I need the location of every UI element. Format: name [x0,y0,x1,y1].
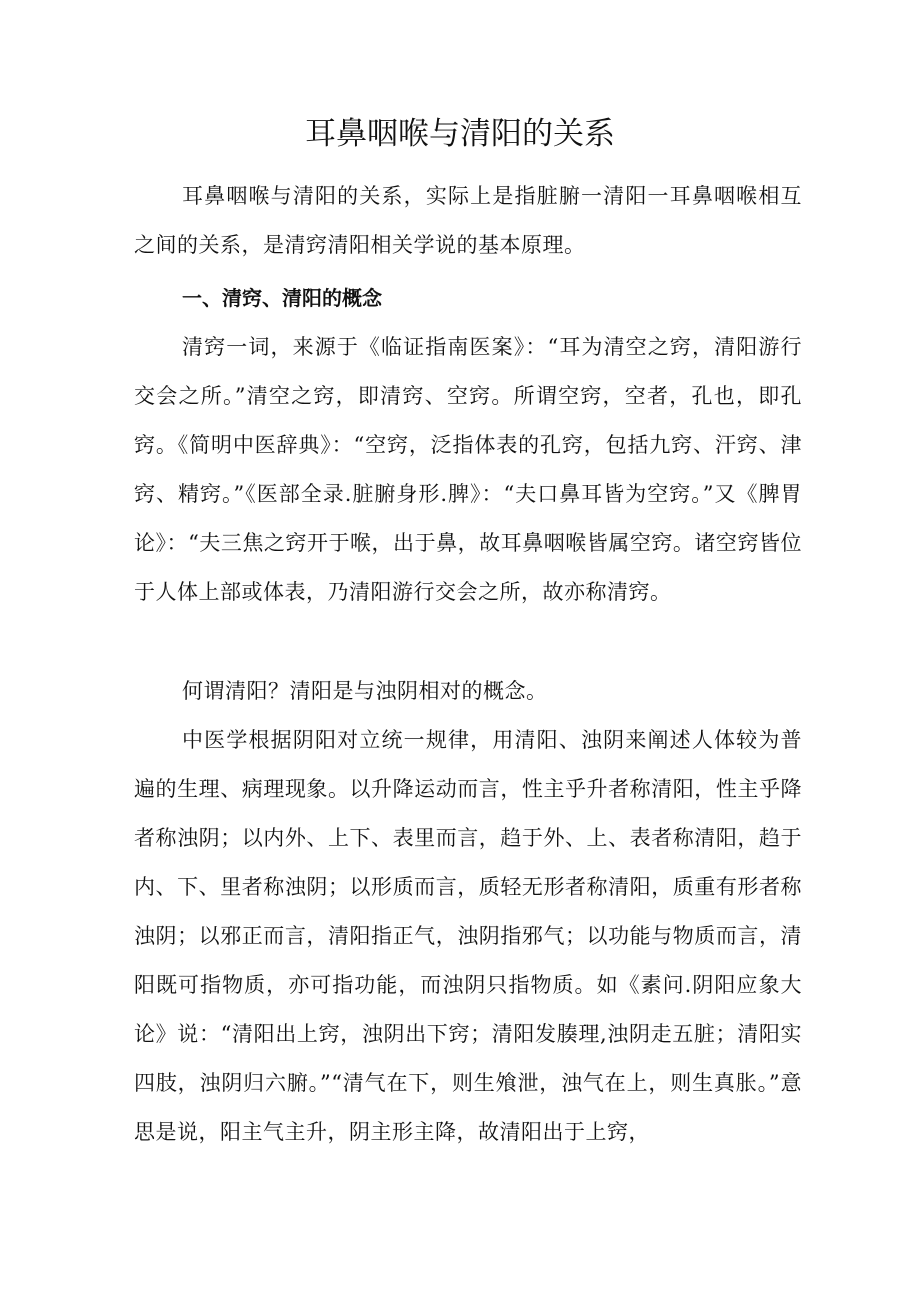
qingqiao-paragraph: 清窍一词，来源于《临证指南医案》：“耳为清空之窍，清阳游行交会之所。”清空之窍，即清窍、空窍。所谓空窍，空者，孔也，即孔窍。《简明中医辞典》：“空窍，泛指体表的孔窍，包括九窍、汗窍、津窍、精窍。”《医部全录.脏腑身形.脾》：“夫口鼻耳皆为空窍。”又《脾胃论》：“夫三焦之窍开于喉，出于鼻，故耳鼻咽喉皆属空窍。诸空窍皆位于人体上部或体表，乃清阳游行交会之所，故亦称清窍。 [134,335,802,604]
yinyang-paragraph: 中医学根据阴阳对立统一规律，用清阳、浊阴来阐述人体较为普遍的生理、病理现象。以升降运动而言，性主乎升者称清阳，性主乎降者称浊阴；以内外、上下、表里而言，趋于外、上、表者称清阳，趋于内、下、里者称浊阴；以形质而言，质轻无形者称清阳，质重有形者称浊阴；以邪正而言，清阳指正气，浊阴指邪气；以功能与物质而言，清阳既可指物质，亦可指功能，而浊阴只指物质。如《素问.阴阳应象大论》说：“清阳出上窍，浊阴出下窍；清阳发腠理,浊阴走五脏；清阳实四肢，浊阴归六腑。”“清气在下，则生飧泄，浊气在上，则生真胀。”意思是说，阳主气主升，阴主形主降，故清阳出于上窍， [134,728,802,1144]
section-heading: 一、清窍、清阳的概念 [182,286,382,310]
question-paragraph: 何谓清阳？清阳是与浊阴相对的概念。 [182,679,548,703]
intro-paragraph: 耳鼻咽喉与清阳的关系，实际上是指脏腑一清阳一耳鼻咽喉相互之间的关系，是清窍清阳相关学说的基本原理。 [134,184,802,257]
document-title: 耳鼻咽喉与清阳的关系 [305,116,615,152]
